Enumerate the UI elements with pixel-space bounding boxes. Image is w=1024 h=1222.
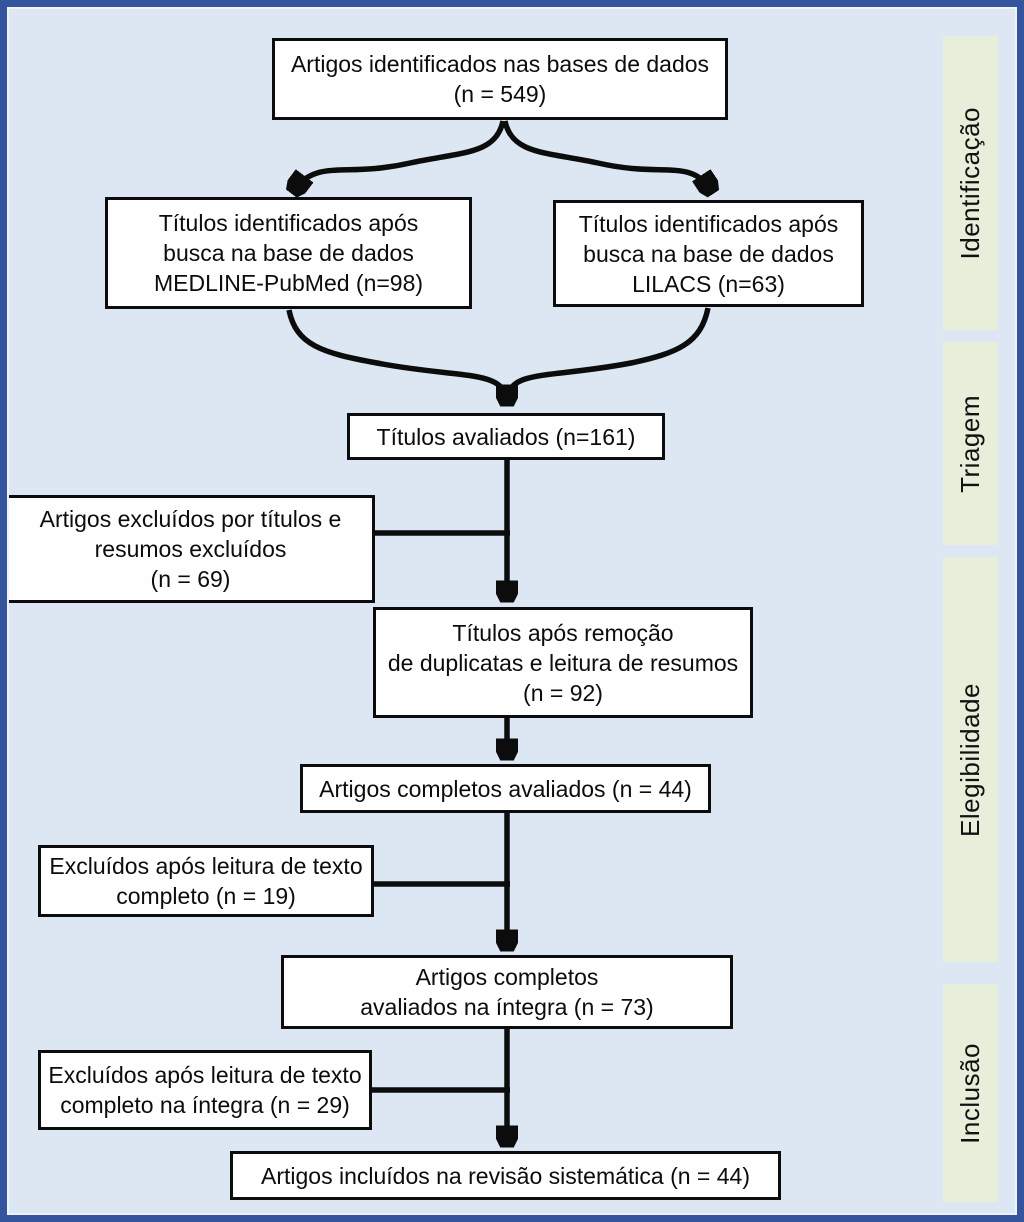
arrow-top-to-lilacs — [505, 121, 711, 190]
box-excluded-fulltext-line1: Excluídos após leitura de texto — [49, 853, 363, 879]
stage-label-screening: Triagem — [955, 394, 985, 493]
box-identified-databases-line1: Artigos identificados nas bases de dados — [290, 51, 710, 77]
box-excluded-integra-line2: completo na íntegra (n = 29) — [60, 1092, 350, 1118]
box-included — [230, 1151, 781, 1200]
box-excluded-integra-line1: Excluídos após leitura de texto — [48, 1062, 362, 1088]
arrow-medline-to-evaluated — [289, 310, 506, 396]
box-fulltext-integra-line2: avaliados na íntegra (n = 73) — [360, 994, 654, 1020]
stage-label-inclusion: Inclusão — [955, 1042, 985, 1144]
box-medline-line1: Títulos identificados após — [158, 210, 419, 236]
stage-band-inclusion — [943, 984, 998, 1202]
box-titles-evaluated-line1: Títulos avaliados (n=161) — [376, 423, 636, 450]
box-excluded-titles-line3: (n = 69) — [150, 566, 231, 592]
box-lilacs — [553, 200, 864, 307]
box-medline-line3: MEDLINE-PubMed (n=98) — [153, 270, 424, 296]
box-after-dedup-line1: Títulos após remoção — [452, 619, 674, 646]
box-after-dedup — [373, 607, 753, 718]
box-titles-evaluated — [347, 413, 665, 460]
box-excluded-titles-line2: resumos excluídos — [94, 536, 287, 562]
stage-label-eligibility: Elegibilidade — [955, 682, 985, 837]
box-fulltext-assessed-line1: Artigos completos avaliados (n = 44) — [319, 775, 692, 802]
box-lilacs-line3: LILACS (n=63) — [632, 270, 785, 297]
stage-band-eligibility — [943, 557, 998, 962]
box-fulltext-integra — [281, 955, 733, 1029]
box-medline-line2: busca na base de dados — [163, 240, 414, 266]
box-excluded-titles — [6, 495, 375, 603]
arrow-top-to-medline — [294, 121, 503, 190]
box-lilacs-line2: busca na base de dados — [583, 240, 834, 267]
box-excluded-titles-line1: Artigos excluídos por títulos e — [39, 506, 342, 532]
box-identified-databases-line2: (n = 549) — [453, 81, 547, 107]
box-after-dedup-line2: de duplicatas e leitura de resumos — [387, 649, 739, 676]
box-fulltext-assessed — [300, 764, 711, 813]
box-excluded-integra — [38, 1050, 372, 1130]
box-identified-databases — [272, 38, 728, 120]
stage-label-identification: Identificação — [955, 106, 985, 260]
box-medline — [105, 197, 472, 309]
box-lilacs-line1: Títulos identificados após — [578, 210, 839, 237]
box-excluded-fulltext — [38, 845, 374, 917]
stage-band-identification — [943, 36, 998, 330]
box-included-line1: Artigos incluídos na revisão sistemática (n = 44) — [261, 1162, 750, 1189]
box-after-dedup-line3: (n = 92) — [523, 679, 603, 706]
box-fulltext-integra-line1: Artigos completos — [415, 964, 599, 990]
box-excluded-fulltext-line2: completo (n = 19) — [116, 883, 296, 909]
stage-band-screening — [943, 342, 998, 545]
arrow-lilacs-to-evaluated — [508, 308, 708, 396]
